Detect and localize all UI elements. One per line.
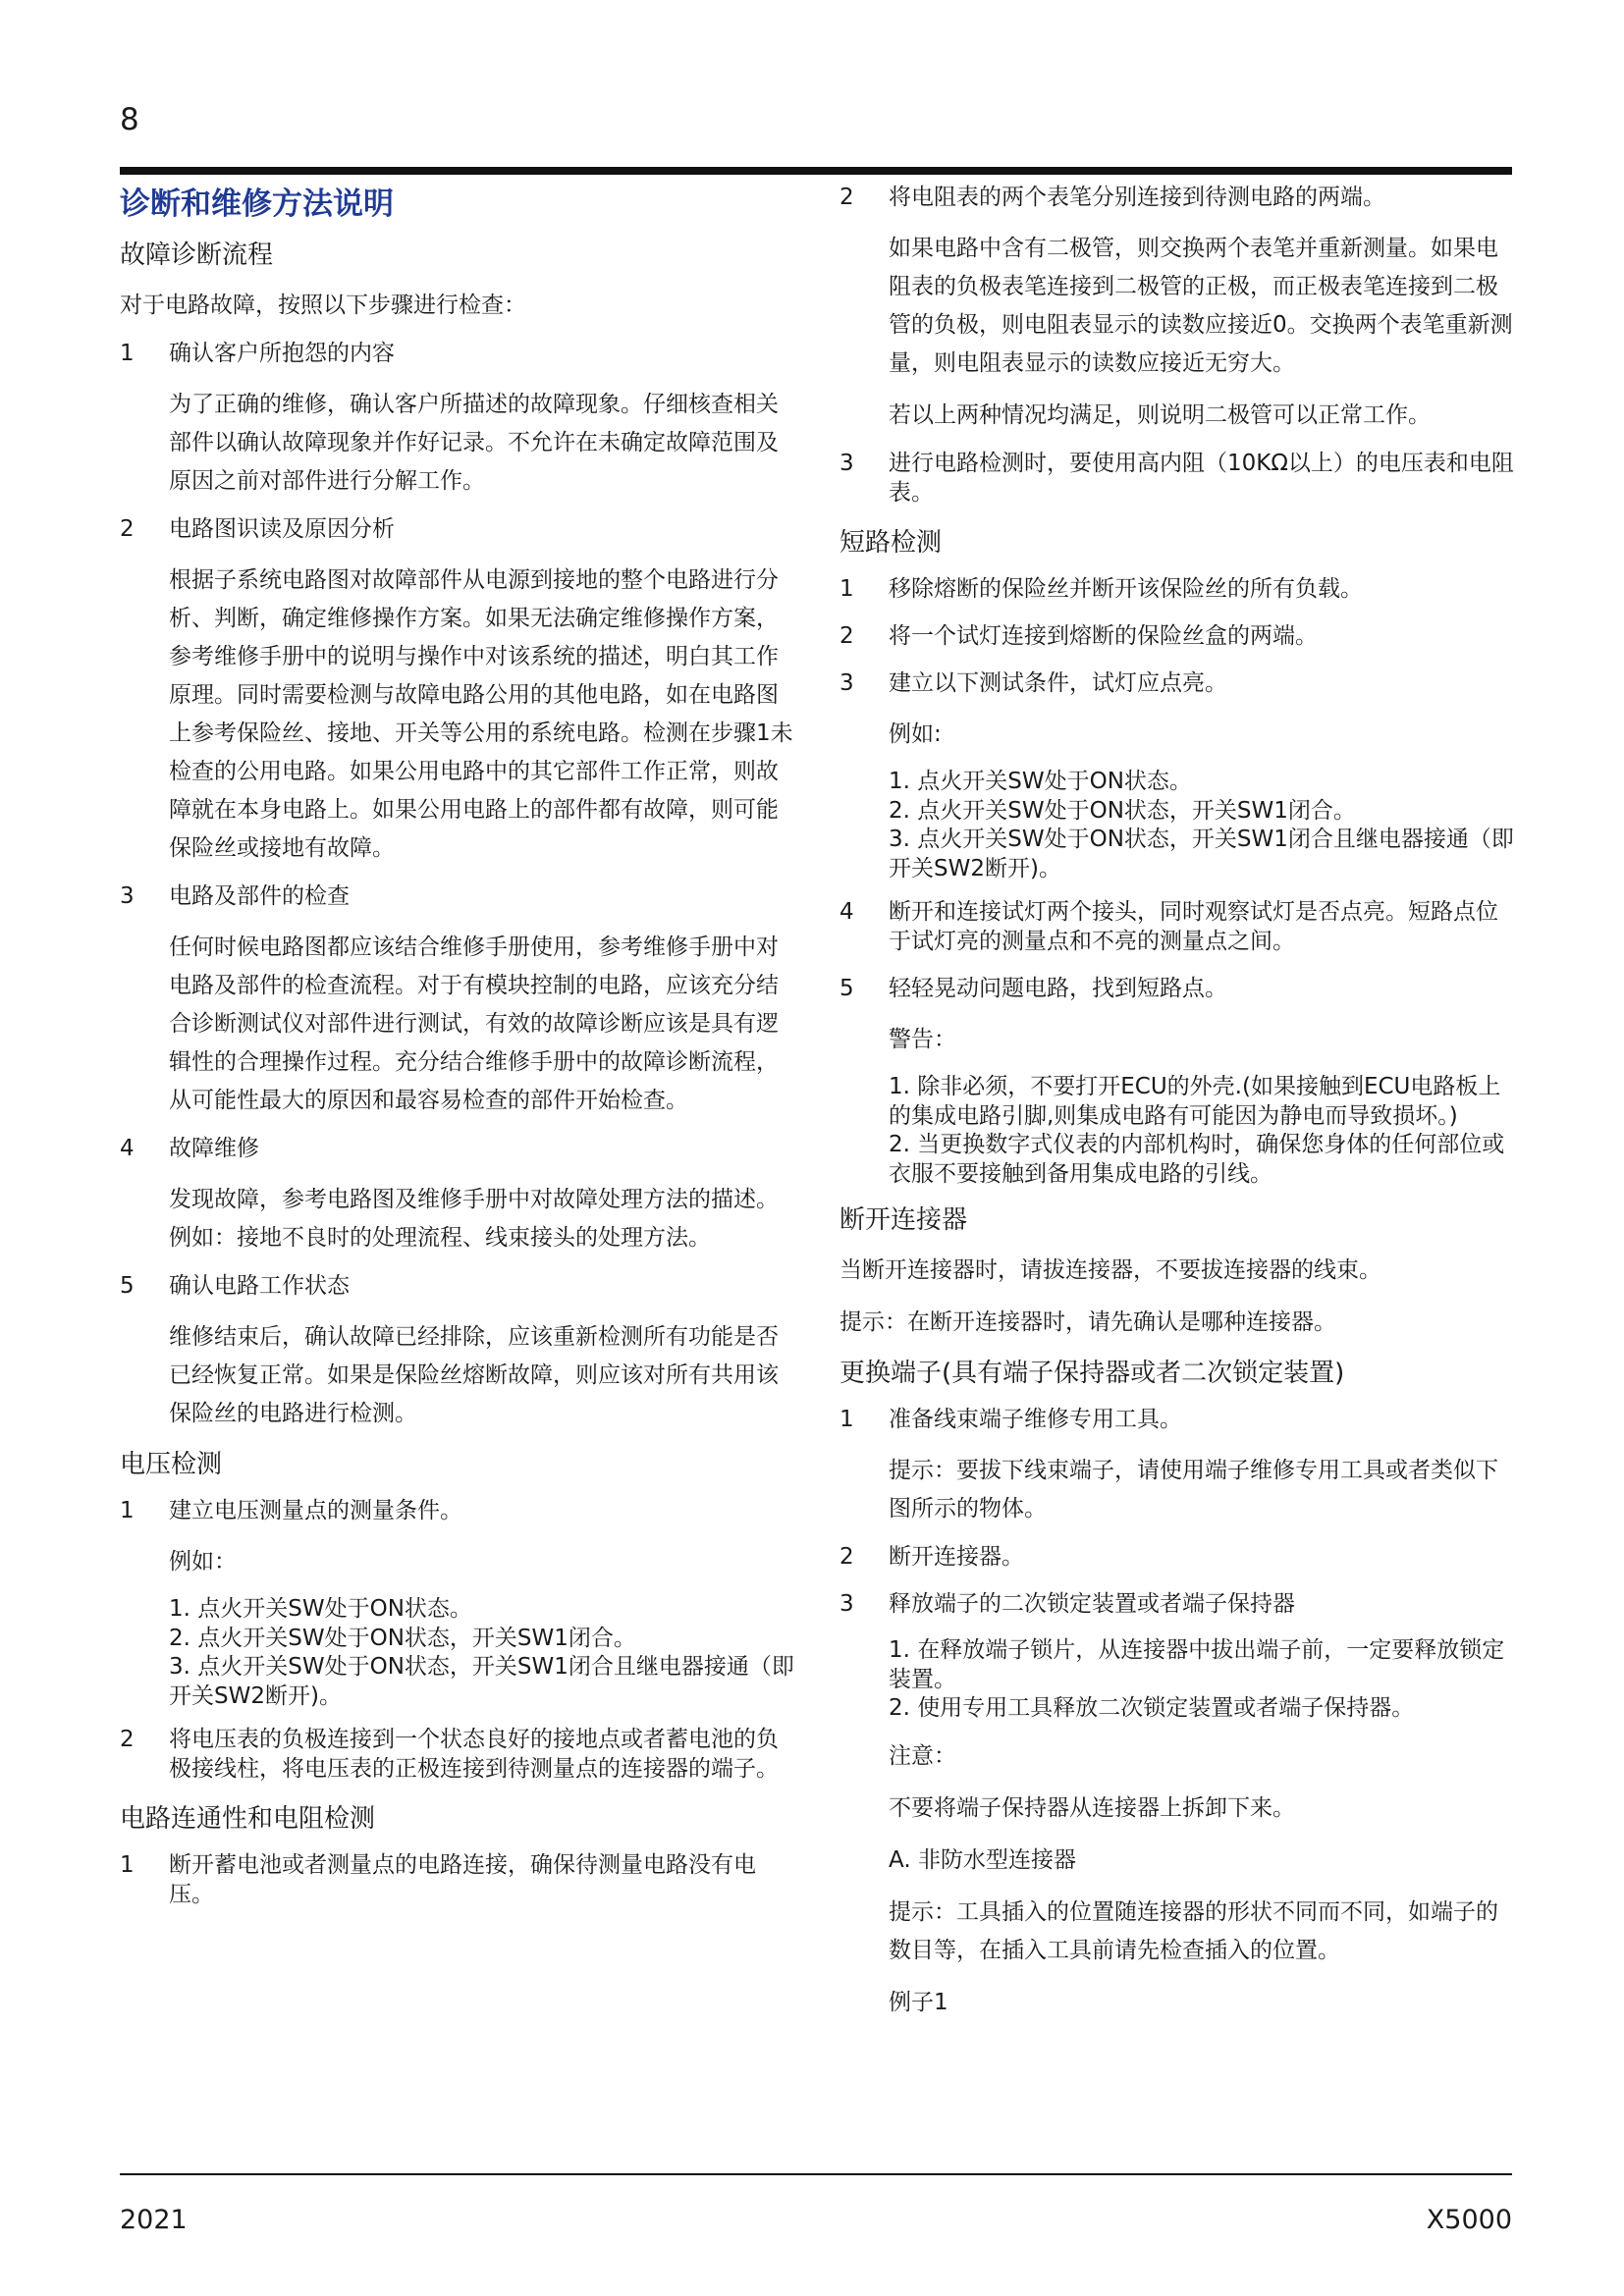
voltage-heading: 电压检测 — [120, 1450, 223, 1479]
fault-step-1-body: 为了正确的维修，确认客户所描述的故障现象。仔细核查相关部件以确认故障现象并作好记录。不允许在未确定故障范围及原因之前对部件进行分解工作。 — [169, 392, 779, 494]
list-item: 1. 点火开关SW处于ON状态。 — [889, 769, 1192, 794]
step-number: 3 — [120, 883, 135, 909]
diode-note: 如果电路中含有二极管，则交换两个表笔并重新测量。如果电阻表的负极表笔连接到二极管的正极，而正极表笔连接到二极管的负极，则电阻表显示的读数应接近0。交换两个表笔重新测量，则电阻表显示的读数应接近无穷大。 — [889, 236, 1513, 376]
step-number: 2 — [120, 1727, 135, 1752]
continuity-step-1 — [120, 1850, 795, 1909]
terminal-step-2 — [839, 1542, 1515, 1572]
step-number: 1 — [839, 576, 854, 602]
short-example-label: 例如: — [889, 721, 942, 747]
terminal-sub-list — [889, 1636, 1515, 1724]
step-number: 2 — [120, 516, 135, 542]
header-rule — [120, 167, 1512, 175]
step-title: 确认客户所抱怨的内容 — [169, 341, 395, 366]
short-example-list — [889, 768, 1515, 883]
terminal-step-1 — [839, 1405, 1515, 1434]
step-number: 3 — [839, 451, 854, 476]
fault-flow-heading: 故障诊断流程 — [120, 240, 274, 270]
short-step-3 — [839, 668, 1515, 698]
step-number: 1 — [120, 1498, 135, 1523]
step-text: 建立电压测量点的测量条件。 — [169, 1498, 462, 1523]
page-number: 8 — [120, 102, 139, 137]
step-number: 4 — [120, 1136, 135, 1161]
step-title: 电路及部件的检查 — [169, 883, 350, 909]
step-text: 释放端子的二次锁定装置或者端子保持器 — [889, 1591, 1295, 1617]
step-number: 4 — [839, 899, 854, 925]
voltage-example-label: 例如： — [169, 1549, 237, 1575]
short-step-1 — [839, 574, 1515, 604]
fault-step-5-body: 维修结束后，确认故障已经排除，应该重新检测所有功能是否已经恢复正常。如果是保险丝熔断故障，则应该对所有共用该保险丝的电路进行检测。 — [169, 1324, 779, 1426]
step-number: 2 — [839, 185, 854, 210]
caution-text: 不要将端子保持器从连接器上拆卸下来。 — [889, 1794, 1295, 1821]
fault-step-3 — [120, 881, 795, 911]
voltage-step-2 — [120, 1725, 795, 1784]
example-1-label: 例子1 — [889, 1989, 948, 2015]
voltage-step-1 — [120, 1496, 795, 1525]
step-title: 故障维修 — [169, 1136, 259, 1161]
step-text: 断开和连接试灯两个接头，同时观察试灯是否点亮。短路点位于试灯亮的测量点和不亮的测量点之间。 — [889, 899, 1498, 954]
continuity-heading: 电路连通性和电阻检测 — [120, 1804, 376, 1834]
step-text: 准备线束端子维修专用工具。 — [889, 1407, 1182, 1432]
step-text: 轻轻晃动问题电路，找到短路点。 — [889, 976, 1227, 1001]
step-text: 将电压表的负极连接到一个状态良好的接地点或者蓄电池的负极接线柱，将电压表的正极连接到待测量点的连接器的端子。 — [169, 1727, 779, 1782]
step-number: 3 — [839, 670, 854, 696]
list-item: 3. 点火开关SW处于ON状态，开关SW1闭合且继电器接通（即开关SW2断开)。 — [889, 827, 1514, 881]
fault-step-3-body: 任何时候电路图都应该结合维修手册使用，参考维修手册中对电路及部件的检查流程。对于有模块控制的电路，应该充分结合诊断测试仪对部件进行测试，有效的故障诊断应该是具有逻辑性的合理操作过程。充分结合维修手册中的故障诊断流程，从可能性最大的原因和最容易检查的部件开始检查。 — [169, 934, 779, 1113]
step-text: 将一个试灯连接到熔断的保险丝盒的两端。 — [889, 623, 1318, 649]
list-item: 2. 点火开关SW处于ON状态，开关SW1闭合。 — [889, 797, 1356, 824]
step-number: 5 — [120, 1273, 135, 1299]
step-text: 移除熔断的保险丝并断开该保险丝的所有负载。 — [889, 576, 1363, 602]
list-item: 1. 在释放端子锁片，从连接器中拔出端子前，一定要释放锁定装置。 — [889, 1637, 1505, 1692]
caution-label: 注意： — [889, 1742, 956, 1769]
warning-label: 警告： — [889, 1027, 956, 1052]
disconnect-tip: 提示：在断开连接器时，请先确认是哪种连接器。 — [839, 1309, 1336, 1335]
terminal-tip-2: 提示：工具插入的位置随连接器的形状不同而不同，如端子的数目等，在插入工具前请先检查插入的位置。 — [889, 1898, 1498, 1963]
right-column — [839, 183, 1515, 2036]
list-item: 2. 当更换数字式仪表的内部机构时，确保您身体的任何部位或衣服不要接触到备用集成电路的引线。 — [889, 1132, 1505, 1187]
disconnect-text: 当断开连接器时，请拔连接器，不要拔连接器的线束。 — [839, 1257, 1381, 1283]
fault-step-2-body: 根据子系统电路图对故障部件从电源到接地的整个电路进行分析、判断，确定维修操作方案。如果无法确定维修操作方案，参考维修手册中的说明与操作中对该系统的描述，明白其工作原理。同时需要检测与故障电路公用的其他电路，如在电路图上参考保险丝、接地、开关等公用的系统电路。检测在步骤1未检查的公用电路。如果公用电路中的其它部件工作正常，则故障就在本身电路上。如果公用电路上的部件都有故障，则可能保险丝或接地有故障。 — [169, 567, 793, 861]
warning-list — [889, 1073, 1515, 1189]
step-number: 1 — [120, 341, 135, 366]
short-step-5 — [839, 974, 1515, 1003]
step-number: 1 — [839, 1407, 854, 1432]
step-title: 确认电路工作状态 — [169, 1273, 350, 1299]
continuity-step-2 — [839, 183, 1515, 212]
short-step-4 — [839, 897, 1515, 956]
disconnect-heading: 断开连接器 — [839, 1205, 968, 1235]
list-item: 1. 点火开关SW处于ON状态。 — [169, 1596, 472, 1622]
step-text: 进行电路检测时，要使用高内阻（10KΩ以上）的电压表和电阻表。 — [889, 451, 1514, 506]
step-number: 2 — [839, 623, 854, 649]
fault-step-2 — [120, 514, 795, 544]
list-item: 1. 除非必须，不要打开ECU的外壳.(如果接触到ECU电路板上的集成电路引脚,则集成电路有可能因为静电而导致损坏。) — [889, 1074, 1501, 1129]
fault-step-4 — [120, 1134, 795, 1163]
voltage-example-list — [169, 1595, 795, 1711]
step-number: 1 — [120, 1852, 135, 1878]
connector-type-a: A. 非防水型连接器 — [889, 1846, 1076, 1873]
left-column — [120, 183, 795, 1927]
footer-model: X5000 — [1426, 2205, 1512, 2235]
list-item: 3. 点火开关SW处于ON状态，开关SW1闭合且继电器接通（即开关SW2断开)。 — [169, 1654, 794, 1709]
short-heading: 短路检测 — [839, 528, 943, 558]
terminal-tip-1: 提示：要拔下线束端子，请使用端子维修专用工具或者类似下图所示的物体。 — [889, 1458, 1498, 1522]
step-text: 断开连接器。 — [889, 1544, 1024, 1570]
short-step-2 — [839, 621, 1515, 651]
footer-rule — [120, 2173, 1512, 2175]
step-number: 2 — [839, 1544, 854, 1570]
step-number: 3 — [839, 1591, 854, 1617]
terminal-step-3 — [839, 1589, 1515, 1619]
footer-year: 2021 — [120, 2205, 188, 2235]
list-item: 2. 点火开关SW处于ON状态，开关SW1闭合。 — [169, 1625, 636, 1651]
section-title: 诊断和维修方法说明 — [120, 187, 394, 222]
diode-ok-note: 若以上两种情况均满足，则说明二极管可以正常工作。 — [889, 402, 1431, 428]
step-text: 断开蓄电池或者测量点的电路连接，确保待测量电路没有电压。 — [169, 1852, 756, 1907]
fault-step-5 — [120, 1271, 795, 1301]
continuity-step-3 — [839, 449, 1515, 507]
step-text: 建立以下测试条件，试灯应点亮。 — [889, 670, 1227, 696]
list-item: 2. 使用专用工具释放二次锁定装置或者端子保持器。 — [889, 1695, 1415, 1721]
step-number: 5 — [839, 976, 854, 1001]
fault-flow-intro: 对于电路故障，按照以下步骤进行检查： — [120, 293, 526, 318]
terminal-heading: 更换端子(具有端子保持器或者二次锁定装置) — [839, 1359, 1345, 1388]
fault-step-1 — [120, 339, 795, 368]
fault-step-4-body: 发现故障，参考电路图及维修手册中对故障处理方法的描述。例如：接地不良时的处理流程、线束接头的处理方法。 — [169, 1187, 779, 1251]
step-title: 电路图识读及原因分析 — [169, 516, 395, 542]
step-text: 将电阻表的两个表笔分别连接到待测电路的两端。 — [889, 185, 1385, 210]
